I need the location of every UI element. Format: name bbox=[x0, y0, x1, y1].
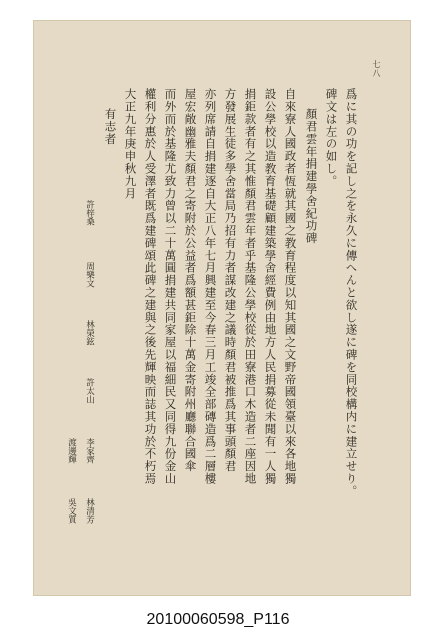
date-line: 大正九年庚申秋九月 bbox=[123, 88, 138, 200]
name-item: 李家齊 bbox=[84, 438, 95, 464]
text-column-5: 設公學校以造教育基礎顧建築學舍經費例由地方人民捐募從未聞有一人獨 bbox=[263, 88, 278, 485]
text-column-4: 自來寮人國政者恆就其國之教育程度以知其國之文野帝國領臺以來各地獨 bbox=[283, 88, 298, 485]
text-column-6: 捐鉅款者有之其惟顏君雲年者乎基隆公學校從於田寮港口木造者二座因地 bbox=[243, 88, 258, 485]
text-column-2: 碑文は左の如し。 bbox=[324, 88, 339, 188]
text-column-7: 方發展生徒多學舍當局乃招有力者謀改建之議時顏君被推爲其事頭顏君 bbox=[223, 88, 238, 473]
signatory-label: 有志者 bbox=[103, 108, 118, 146]
name-item: 周樂文 bbox=[84, 262, 95, 288]
name-item: 許太山 bbox=[84, 378, 95, 404]
name-item: 林清芳 bbox=[84, 498, 95, 524]
name-item: 林榮鉉 bbox=[84, 320, 95, 346]
inscription-title: 顏君雲年捐建學舍紀功碑 bbox=[304, 108, 319, 245]
name-item: 渡邊輝 bbox=[66, 438, 77, 464]
image-caption: 20100060598_P116 bbox=[146, 611, 290, 628]
text-column-10: 而外而於基隆尤致力曾以二十萬圓捐建共同家屋以福細民又同得九份金山 bbox=[163, 88, 178, 485]
text-column-9: 屋宏敞幽雅夫顏君之寄附於公益者爲額甚鉅除十萬金寄附州廳聯合國傘 bbox=[183, 88, 198, 473]
document-page bbox=[33, 20, 411, 596]
text-column-8: 亦列席請自捐建逐自大正八年七月興建至今春三月工竣全部磚造爲二層樓 bbox=[203, 88, 218, 485]
page-number: 七八 bbox=[372, 60, 381, 78]
text-column-11: 權利分惠於人受澤者既爲建碑頌此碑之建與之後先輝映而誌其功於不朽焉 bbox=[143, 88, 158, 485]
name-item: 許梓桑 bbox=[84, 200, 95, 226]
name-item: 吳文質 bbox=[66, 498, 77, 524]
text-column-1: 爲に其の功を記し之を永久に傳へんと欲し遂に碑を同校構内に建立せり。 bbox=[344, 88, 359, 498]
